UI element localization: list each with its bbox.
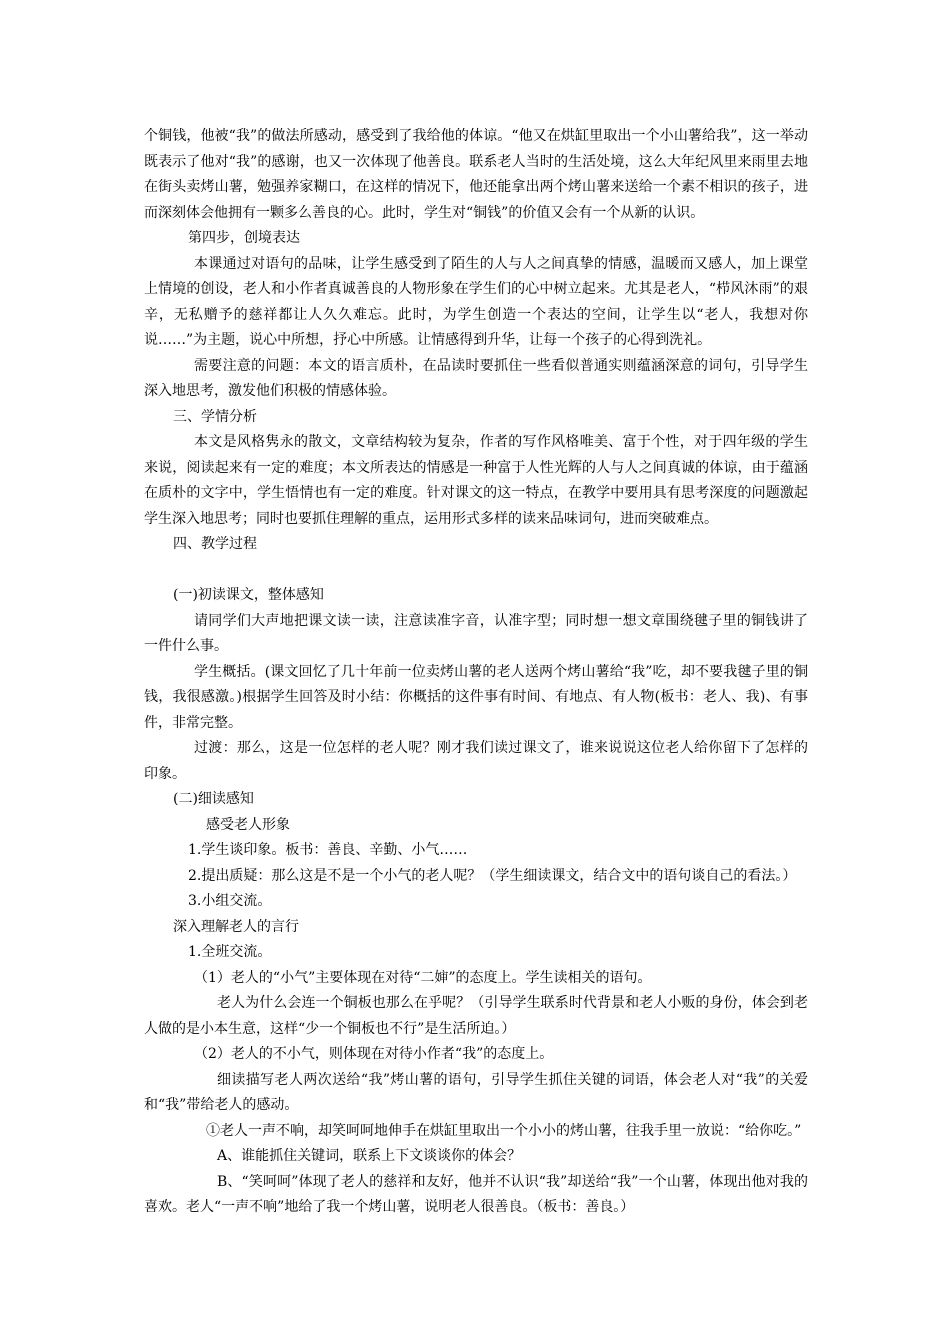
paragraph-read-aloud: 请同学们大声地把课文读一读，注意读准字音，认准字型；同时想一想文章围绕毽子里的铜钱讲了一件什么事。: [144, 612, 808, 654]
subheading-old-man-image: 感受老人形象: [206, 816, 290, 833]
paragraph-context-expression: 本课通过对语句的品味，让学生感受到了陌生的人与人之间真挚的情感，温暖而又感人，加上课堂上情境的创设，老人和小作者真诚善良的人物形象在学生们的心中树立起来。尤其是老人，“栉风沐雨”的艰辛，无私赠予的慈祥都让人久久难忘。此时，为学生创造一个表达的空间，让学生以“老人，我想对你说……”为主题，说心中所想，抒心中所感。让情感得到升华，让每一个孩子的心得到洗礼。: [144, 255, 808, 348]
list-item-impression: 1.学生谈印象。板书：善良、辛勤、小气……: [188, 842, 468, 858]
list-item-question: 2.提出质疑：那么这是不是一个小气的老人呢？（学生细读课文，结合文中的语句谈自己的看法。）: [188, 867, 797, 884]
list-item-stingy: （1）老人的“小气”主要体现在对待“二婶”的态度上。学生读相关的语句。: [194, 969, 652, 986]
paragraph-transition: 过渡：那么，这是一位怎样的老人呢？刚才我们读过课文了，谁来说说这位老人给你留下了怎样的印象。: [144, 740, 808, 782]
heading-close-reading: (二)细读感知: [173, 791, 254, 807]
question-a: A、谁能抓住关键词，联系上下文谈谈你的体会？: [217, 1148, 522, 1164]
list-item-class-discussion: 1.全班交流。: [188, 944, 272, 960]
paragraph-copper-coin-value: 个铜钱，他被“我”的做法所感动，感受到了我给他的体谅。“他又在烘缸里取出一个小山薯给我”，这一举动既表示了他对“我”的感谢，也又一次体现了他善良。联系老人当时的生活处境，这么大年纪风里来雨里去地在街头卖烤山薯，勉强养家糊口，在这样的情况下，他还能拿出两个烤山薯来送给一个素不相识的孩子，进而深刻体会他拥有一颗多么善良的心。此时，学生对“铜钱”的价值又会有一个从新的认识。: [144, 128, 808, 221]
paragraph-close-read-gifts: 细读描写老人两次送给“我”烤山薯的语句，引导学生抓住关键的词语，体会老人对“我”的关爱和“我”带给老人的感动。: [144, 1071, 808, 1113]
heading-step-four: 第四步，创境表达: [188, 230, 300, 246]
paragraph-student-analysis: 本文是风格隽永的散文，文章结构较为复杂，作者的写作风格唯美、富于个性，对于四年级的学生来说，阅读起来有一定的难度；本文所表达的情感是一种富于人性光辉的人与人之间真诚的体谅，由于蕴涵在质朴的文字中，学生悟情也有一定的难度。针对课文的这一特点，在教学中要用具有思考深度的问题激起学生深入地思考；同时也要抓住理解的重点，运用形式多样的读来品味词句，进而突破难点。: [144, 434, 808, 527]
list-item-not-stingy: （2）老人的不小气，则体现在对待小作者“我”的态度上。: [194, 1046, 554, 1062]
blank-line: [144, 558, 808, 584]
paragraph-why-care: 老人为什么会连一个铜板也那么在乎呢？（引导学生联系时代背景和老人小贩的身份，体会到老人做的是小本生意，这样“少一个铜板也不行”是生活所迫。）: [144, 995, 808, 1037]
subheading-understand-words: 深入理解老人的言行: [173, 918, 299, 935]
heading-student-analysis: 三、学情分析: [173, 408, 257, 425]
answer-b: B、“笑呵呵”体现了老人的慈祥和友好，他并不认识“我”却送给“我”一个山薯，体现出他对我的喜欢。老人“一声不响”地给了我一个烤山薯，说明老人很善良。（板书：善良。）: [144, 1173, 808, 1215]
heading-first-reading: (一)初读课文，整体感知: [173, 587, 324, 603]
list-item-group-discussion: 3.小组交流。: [188, 893, 272, 909]
heading-teaching-process: 四、教学过程: [173, 536, 257, 552]
paragraph-student-summary: 学生概括。(课文回忆了几十年前一位卖烤山薯的老人送两个烤山薯给“我”吃，却不要我毽子里的铜钱，我很感激。)根据学生回答及时小结：你概括的这件事有时间、有地点、有人物(板书：老人、我)、有事件，非常完整。: [144, 663, 808, 731]
document-page: [144, 124, 808, 1221]
paragraph-notes: 需要注意的问题：本文的语言质朴，在品读时要抓住一些看似普通实则蕴涵深意的词句，引导学生深入地思考，激发他们积极的情感体验。: [144, 357, 808, 399]
quote-first-gift: ①老人一声不响，却笑呵呵地伸手在烘缸里取出一个小小的烤山薯，往我手里一放说：“给你吃。”: [206, 1122, 802, 1139]
